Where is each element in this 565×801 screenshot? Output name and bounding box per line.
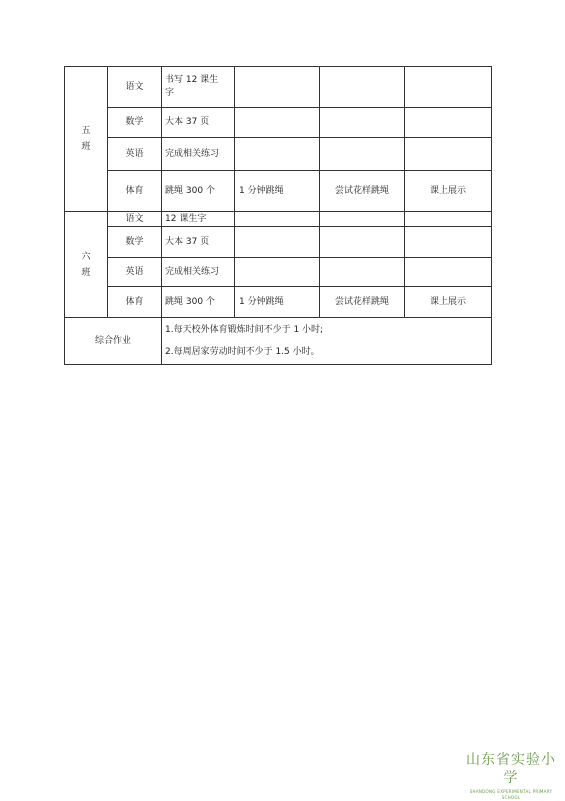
- extra-cell: [405, 227, 492, 258]
- comprehensive-label: 综合作业: [65, 318, 162, 365]
- class-label-5: 五 班: [65, 67, 108, 212]
- extra-cell: [320, 138, 405, 171]
- extra-cell: [235, 108, 320, 138]
- extra-cell: 课上展示: [405, 287, 492, 318]
- extra-cell: [320, 108, 405, 138]
- extra-cell: [405, 212, 492, 227]
- task-cell: 大本 37 页: [162, 227, 235, 258]
- school-name-en: SHANDONG EXPERIMENTAL PRIMARY SCHOOL: [469, 789, 553, 800]
- task-cell: 完成相关练习: [162, 258, 235, 287]
- note-line: 1.每天校外体育锻炼时间不少于 1 小时;: [165, 325, 324, 335]
- table-row: [65, 138, 492, 171]
- table-row: [65, 258, 492, 287]
- subject-cell: 英语: [108, 258, 162, 287]
- comprehensive-notes: [162, 318, 492, 365]
- task-cell: 大本 37 页: [162, 108, 235, 138]
- subject-cell: 数学: [108, 108, 162, 138]
- table-row: [65, 318, 492, 365]
- class-label-6: 六 班: [65, 212, 108, 318]
- task-cell: 跳绳 300 个: [162, 171, 235, 212]
- task-cell: 完成相关练习: [162, 138, 235, 171]
- extra-cell: [235, 258, 320, 287]
- subject-cell: 语文: [108, 67, 162, 108]
- extra-cell: [235, 67, 320, 108]
- extra-cell: [320, 258, 405, 287]
- table-row: [65, 108, 492, 138]
- extra-cell: [235, 212, 320, 227]
- extra-cell: [320, 67, 405, 108]
- extra-cell: [405, 138, 492, 171]
- table-row: [65, 227, 492, 258]
- extra-cell: [405, 67, 492, 108]
- task-cell: 12 课生字: [162, 212, 235, 227]
- extra-cell: 尝试花样跳绳: [320, 171, 405, 212]
- subject-cell: 英语: [108, 138, 162, 171]
- extra-cell: [235, 138, 320, 171]
- extra-cell: 尝试花样跳绳: [320, 287, 405, 318]
- note-line: 2.每周居家劳动时间不少于 1.5 小时。: [165, 347, 320, 357]
- table-row: [65, 287, 492, 318]
- subject-cell: 数学: [108, 227, 162, 258]
- subject-cell: 体育: [108, 287, 162, 318]
- school-name-zh: 山东省实验小学: [466, 752, 556, 786]
- extra-cell: 1 分钟跳绳: [235, 287, 320, 318]
- homework-table: [64, 66, 492, 365]
- school-logo: [463, 751, 559, 800]
- task-cell: 书写 12 课生 字: [162, 67, 235, 108]
- extra-cell: [235, 227, 320, 258]
- subject-cell: 体育: [108, 171, 162, 212]
- extra-cell: [405, 258, 492, 287]
- extra-cell: 课上展示: [405, 171, 492, 212]
- subject-cell: 语文: [108, 212, 162, 227]
- table-row: [65, 171, 492, 212]
- extra-cell: [405, 108, 492, 138]
- extra-cell: [320, 212, 405, 227]
- table-row: [65, 67, 492, 108]
- extra-cell: [320, 227, 405, 258]
- task-cell: 跳绳 300 个: [162, 287, 235, 318]
- extra-cell: 1 分钟跳绳: [235, 171, 320, 212]
- table-row: [65, 212, 492, 227]
